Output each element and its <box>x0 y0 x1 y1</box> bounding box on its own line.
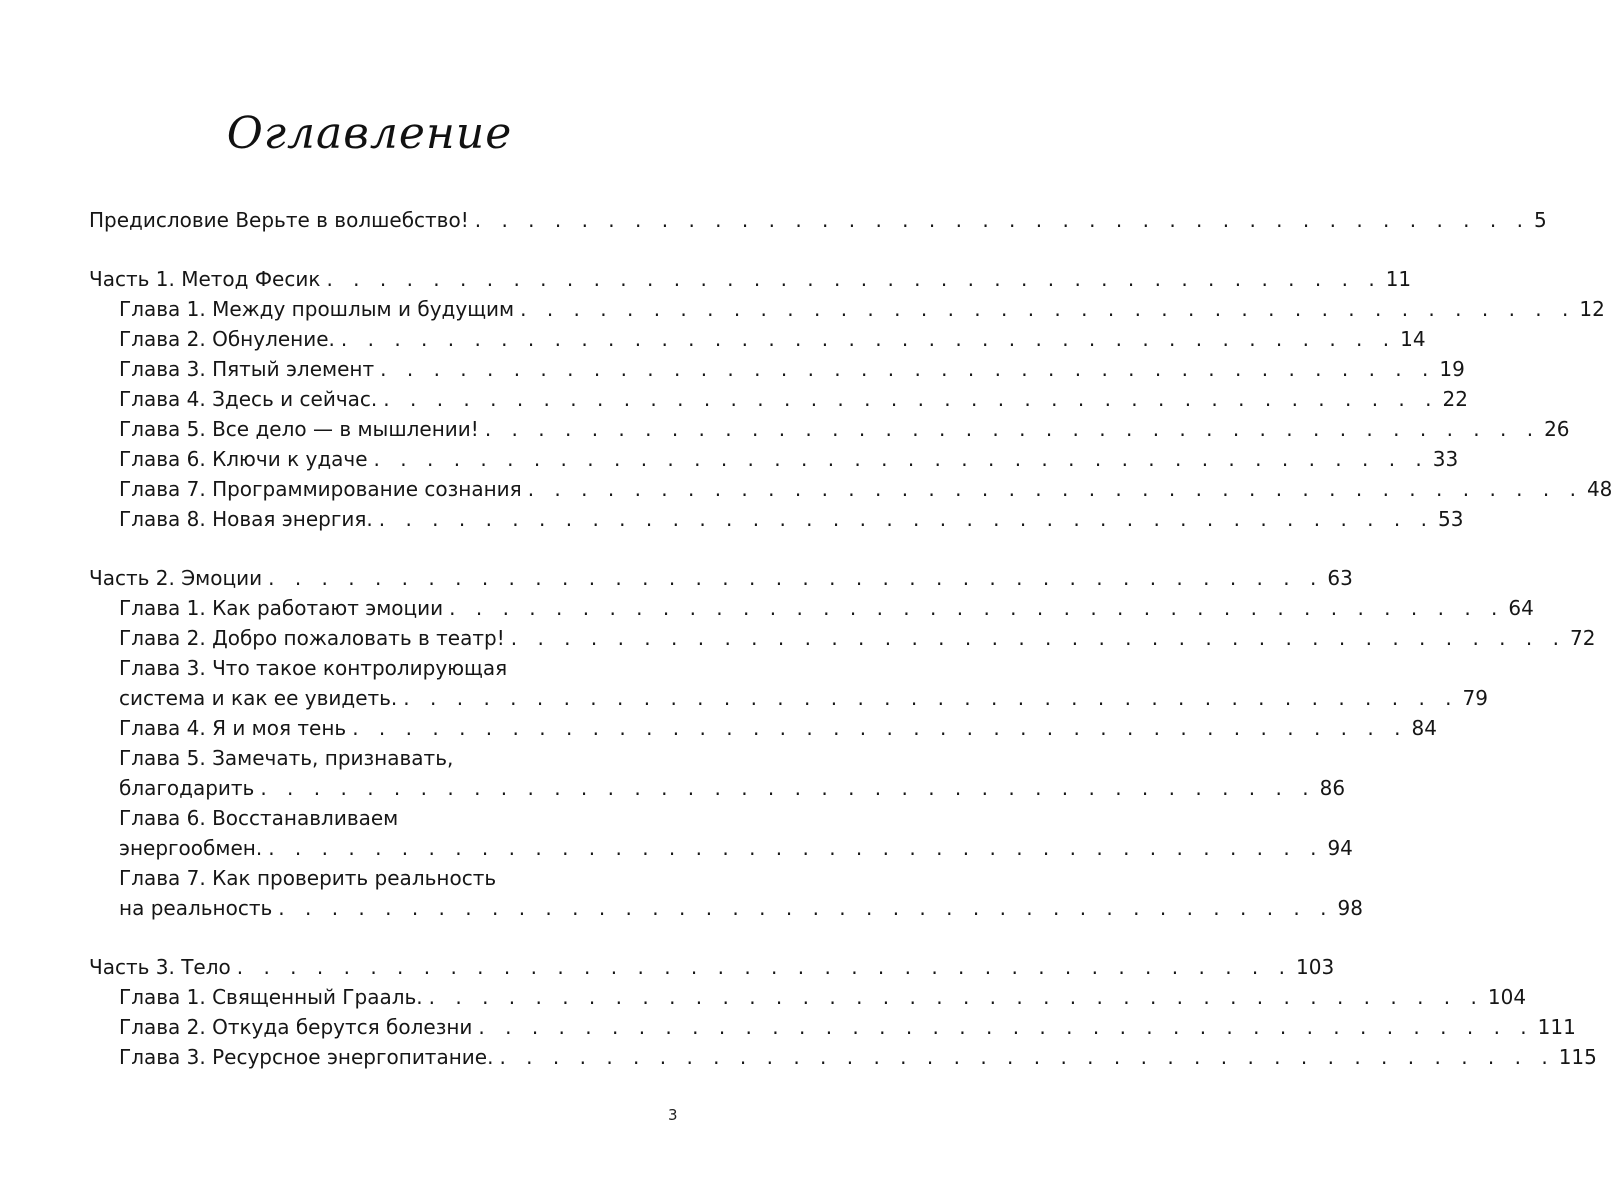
toc-entry[interactable] <box>89 324 1426 354</box>
toc-entry-label: Часть 2. Эмоции <box>89 566 263 590</box>
toc-entry[interactable] <box>89 205 1547 235</box>
toc-entry-label: Глава 6. Ключи к удаче <box>119 447 368 471</box>
toc-entry-page: 94 <box>1327 836 1353 860</box>
toc-entry-line[interactable] <box>89 863 629 893</box>
toc-entry-label: Глава 1. Между прошлым и будущим <box>119 297 515 321</box>
toc-entry-label: система и как ее увидеть. <box>119 686 398 710</box>
toc-entry[interactable] <box>89 683 1488 713</box>
toc-entry[interactable] <box>89 982 1527 1012</box>
toc-section-part-1 <box>89 264 1612 534</box>
toc-entry-label: Часть 3. Тело <box>89 955 231 979</box>
toc-entry-line[interactable] <box>89 653 629 683</box>
toc-entry-page: 22 <box>1442 387 1468 411</box>
toc-entry[interactable] <box>89 384 1468 414</box>
toc-entry-label: Глава 2. Обнуление. <box>119 327 335 351</box>
toc-entry-page: 63 <box>1327 566 1353 590</box>
toc-entry-page: 11 <box>1385 267 1412 291</box>
toc-entry-page: 84 <box>1411 716 1437 740</box>
toc-entry-page: 104 <box>1487 985 1527 1009</box>
toc-leader-dots: . . . . . . . . . . . . . . . . . . . . . . . . . . . . . . . . . . . . . . . . <box>260 776 1316 800</box>
toc-entry-label: Глава 4. Я и моя тень <box>119 716 347 740</box>
toc-entry-page: 53 <box>1437 507 1464 531</box>
toc-entry[interactable] <box>89 354 1465 384</box>
toc-leader-dots: . . . . . . . . . . . . . . . . . . . . . . . . . . . . . . . . . . . . . . . . <box>527 477 1583 501</box>
toc-entry[interactable] <box>89 773 1346 803</box>
toc-leader-dots: . . . . . . . . . . . . . . . . . . . . . . . . . . . . . . . . . . . . . . . . <box>326 267 1382 291</box>
toc-leader-dots: . . . . . . . . . . . . . . . . . . . . . . . . . . . . . . . . . . . . . . . . <box>352 716 1408 740</box>
toc-entry-label: Глава 1. Священный Грааль. <box>119 985 423 1009</box>
toc-leader-dots: . . . . . . . . . . . . . . . . . . . . . . . . . . . . . . . . . . . . . . . . <box>520 297 1576 321</box>
toc-entry-line[interactable] <box>89 803 629 833</box>
toc-entry-label: Глава 6. Восстанавливаем <box>119 806 399 830</box>
toc-entry-page: 64 <box>1508 596 1534 620</box>
toc-entry[interactable] <box>89 713 1437 743</box>
toc-entry-label: энергообмен. <box>119 836 263 860</box>
toc-entry-page: 19 <box>1439 357 1465 381</box>
toc-entry-label: Глава 1. Как работают эмоции <box>119 596 444 620</box>
toc-leader-dots: . . . . . . . . . . . . . . . . . . . . . . . . . . . . . . . . . . . . . . . . <box>340 327 1397 351</box>
toc-leader-dots: . . . . . . . . . . . . . . . . . . . . . . . . . . . . . . . . . . . . . . . . <box>268 566 1324 590</box>
toc-leader-dots: . . . . . . . . . . . . . . . . . . . . . . . . . . . . . . . . . . . . . . . . <box>510 626 1566 650</box>
toc-section-preface <box>89 205 1547 235</box>
toc-leader-dots: . . . . . . . . . . . . . . . . . . . . . . . . . . . . . . . . . . . . . . . . <box>380 357 1436 381</box>
page-number: 3 <box>668 1106 678 1124</box>
toc-entry-label: Глава 4. Здесь и сейчас. <box>119 387 378 411</box>
toc-entry-label: Глава 5. Замечать, признавать, <box>119 746 454 770</box>
toc-entry-label: Глава 3. Ресурсное энергопитание. <box>119 1045 494 1069</box>
toc-entry-page: 86 <box>1319 776 1346 800</box>
toc-entry[interactable] <box>89 264 1412 294</box>
toc-leader-dots: . . . . . . . . . . . . . . . . . . . . . . . . . . . . . . . . . . . . . . . . <box>478 1015 1534 1039</box>
toc-entry-label: на реальность <box>119 896 273 920</box>
toc-entry-label: Глава 2. Добро пожаловать в театр! <box>119 626 505 650</box>
toc-entry-page: 33 <box>1432 447 1459 471</box>
toc-leader-dots: . . . . . . . . . . . . . . . . . . . . . . . . . . . . . . . . . . . . . . . . <box>428 985 1484 1009</box>
toc-entry-page: 26 <box>1544 417 1570 441</box>
toc-entry-line[interactable] <box>89 743 629 773</box>
toc-entry-label: Глава 7. Программирование сознания <box>119 477 522 501</box>
toc-entry[interactable] <box>89 623 1596 653</box>
toc-entry-label: Глава 2. Откуда берутся болезни <box>119 1015 473 1039</box>
toc-entry-label: Глава 7. Как проверить реальность <box>119 866 497 890</box>
toc-entry-label: Глава 3. Пятый элемент <box>119 357 375 381</box>
table-of-contents <box>89 205 1612 1101</box>
toc-entry-page: 14 <box>1400 327 1426 351</box>
toc-entry-page: 115 <box>1558 1045 1597 1069</box>
toc-entry[interactable] <box>89 563 1353 593</box>
toc-leader-dots: . . . . . . . . . . . . . . . . . . . . . . . . . . . . . . . . . . . . . . . . <box>378 507 1434 531</box>
toc-entry-page: 5 <box>1533 208 1547 232</box>
toc-entry[interactable] <box>89 414 1570 444</box>
toc-entry[interactable] <box>89 1042 1597 1072</box>
toc-entry[interactable] <box>89 474 1612 504</box>
toc-entry[interactable] <box>89 1012 1576 1042</box>
toc-entry-page: 98 <box>1337 896 1363 920</box>
toc-leader-dots: . . . . . . . . . . . . . . . . . . . . . . . . . . . . . . . . . . . . . . . . <box>499 1045 1555 1069</box>
toc-entry[interactable] <box>89 893 1363 923</box>
toc-leader-dots: . . . . . . . . . . . . . . . . . . . . . . . . . . . . . . . . . . . . . . . . <box>236 955 1292 979</box>
toc-entry-page: 79 <box>1462 686 1488 710</box>
toc-entry-label: Предисловие Верьте в волшебство! <box>89 208 469 232</box>
toc-section-part-3 <box>89 952 1597 1072</box>
toc-leader-dots: . . . . . . . . . . . . . . . . . . . . . . . . . . . . . . . . . . . . . . . . <box>403 686 1459 710</box>
toc-entry[interactable] <box>89 593 1534 623</box>
toc-entry-page: 103 <box>1296 955 1335 979</box>
toc-entry-page: 48 <box>1586 477 1612 501</box>
toc-entry-page: 72 <box>1569 626 1596 650</box>
toc-entry[interactable] <box>89 504 1464 534</box>
toc-leader-dots: . . . . . . . . . . . . . . . . . . . . . . . . . . . . . . . . . . . . . . . . <box>373 447 1429 471</box>
toc-entry-label: Часть 1. Метод Фесик <box>89 267 321 291</box>
toc-leader-dots: . . . . . . . . . . . . . . . . . . . . . . . . . . . . . . . . . . . . . . . . <box>268 836 1324 860</box>
toc-entry-page: 12 <box>1579 297 1605 321</box>
toc-leader-dots: . . . . . . . . . . . . . . . . . . . . . . . . . . . . . . . . . . . . . . . . <box>383 387 1439 411</box>
toc-entry[interactable] <box>89 833 1353 863</box>
toc-leader-dots: . . . . . . . . . . . . . . . . . . . . . . . . . . . . . . . . . . . . . . . . <box>278 896 1334 920</box>
toc-entry-label: Глава 8. Новая энергия. <box>119 507 373 531</box>
toc-section-part-2 <box>89 563 1596 923</box>
toc-entry-label: благодарить <box>119 776 255 800</box>
toc-entry-label: Глава 5. Все дело — в мышлении! <box>119 417 479 441</box>
toc-leader-dots: . . . . . . . . . . . . . . . . . . . . . . . . . . . . . . . . . . . . . . . . <box>449 596 1505 620</box>
toc-entry[interactable] <box>89 444 1459 474</box>
toc-entry-page: 111 <box>1537 1015 1576 1039</box>
toc-entry-label: Глава 3. Что такое контролирующая <box>119 656 508 680</box>
toc-entry[interactable] <box>89 952 1335 982</box>
toc-entry[interactable] <box>89 294 1605 324</box>
toc-leader-dots: . . . . . . . . . . . . . . . . . . . . . . . . . . . . . . . . . . . . . . . . <box>474 208 1530 232</box>
toc-leader-dots: . . . . . . . . . . . . . . . . . . . . . . . . . . . . . . . . . . . . . . . . <box>484 417 1541 441</box>
page-title: Оглавление <box>226 108 513 159</box>
